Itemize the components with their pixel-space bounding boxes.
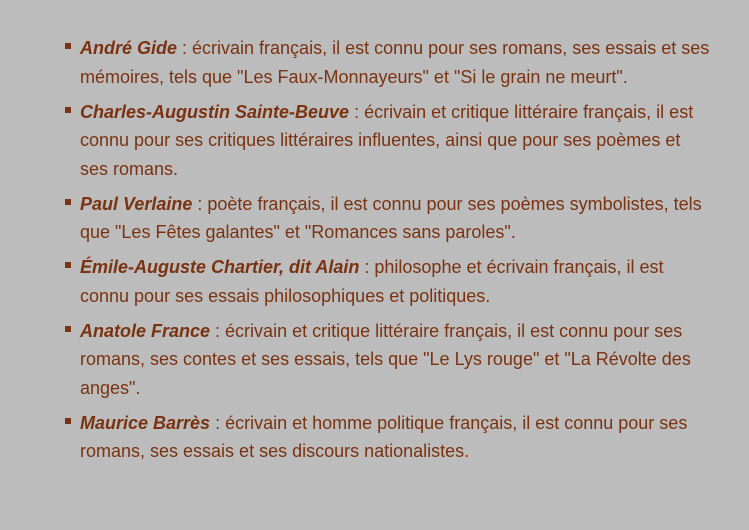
list-item bbox=[80, 190, 712, 247]
list-item bbox=[80, 34, 712, 91]
list-item bbox=[80, 98, 712, 184]
author-description: : philosophe et écrivain français, il est connu pour ses essais philosophiques et politiques. bbox=[80, 257, 664, 306]
author-name: Anatole France bbox=[80, 320, 211, 341]
list-item bbox=[80, 409, 712, 466]
author-name: Émile-Auguste Chartier, dit Alain bbox=[80, 257, 360, 277]
author-name: Charles-Augustin Sainte-Beuve bbox=[80, 101, 350, 122]
square-bullet-icon bbox=[65, 107, 71, 113]
square-bullet-icon bbox=[65, 43, 71, 49]
author-description: : écrivain français, il est connu pour ses romans, ses essais et ses mémoires, tels que "Les Faux-Monnayeurs" et "Si le grain ne meurt". bbox=[80, 38, 710, 87]
list-item bbox=[80, 253, 712, 310]
square-bullet-icon bbox=[65, 262, 71, 268]
author-description: : écrivain et homme politique français, il est connu pour ses romans, ses essais et ses discours nationalistes. bbox=[80, 412, 688, 461]
square-bullet-icon bbox=[65, 418, 71, 424]
square-bullet-icon bbox=[65, 326, 71, 332]
author-name: André Gide bbox=[80, 38, 178, 58]
square-bullet-icon bbox=[65, 199, 71, 205]
author-description: : écrivain et critique littéraire français, il est connu pour ses critiques littéraires influentes, ainsi que pour ses poèmes et ses romans. bbox=[80, 101, 694, 179]
author-description: : écrivain et critique littéraire français, il est connu pour ses romans, ses contes et ses essais, tels que "Le Lys rouge" et "La Révolte des anges". bbox=[80, 320, 691, 398]
list-item bbox=[80, 317, 712, 403]
author-name: Paul Verlaine bbox=[80, 193, 193, 214]
author-list bbox=[0, 34, 712, 466]
author-name: Maurice Barrès bbox=[80, 412, 211, 433]
author-description: : poète français, il est connu pour ses poèmes symbolistes, tels que "Les Fêtes galantes" et "Romances sans paroles". bbox=[80, 193, 702, 242]
